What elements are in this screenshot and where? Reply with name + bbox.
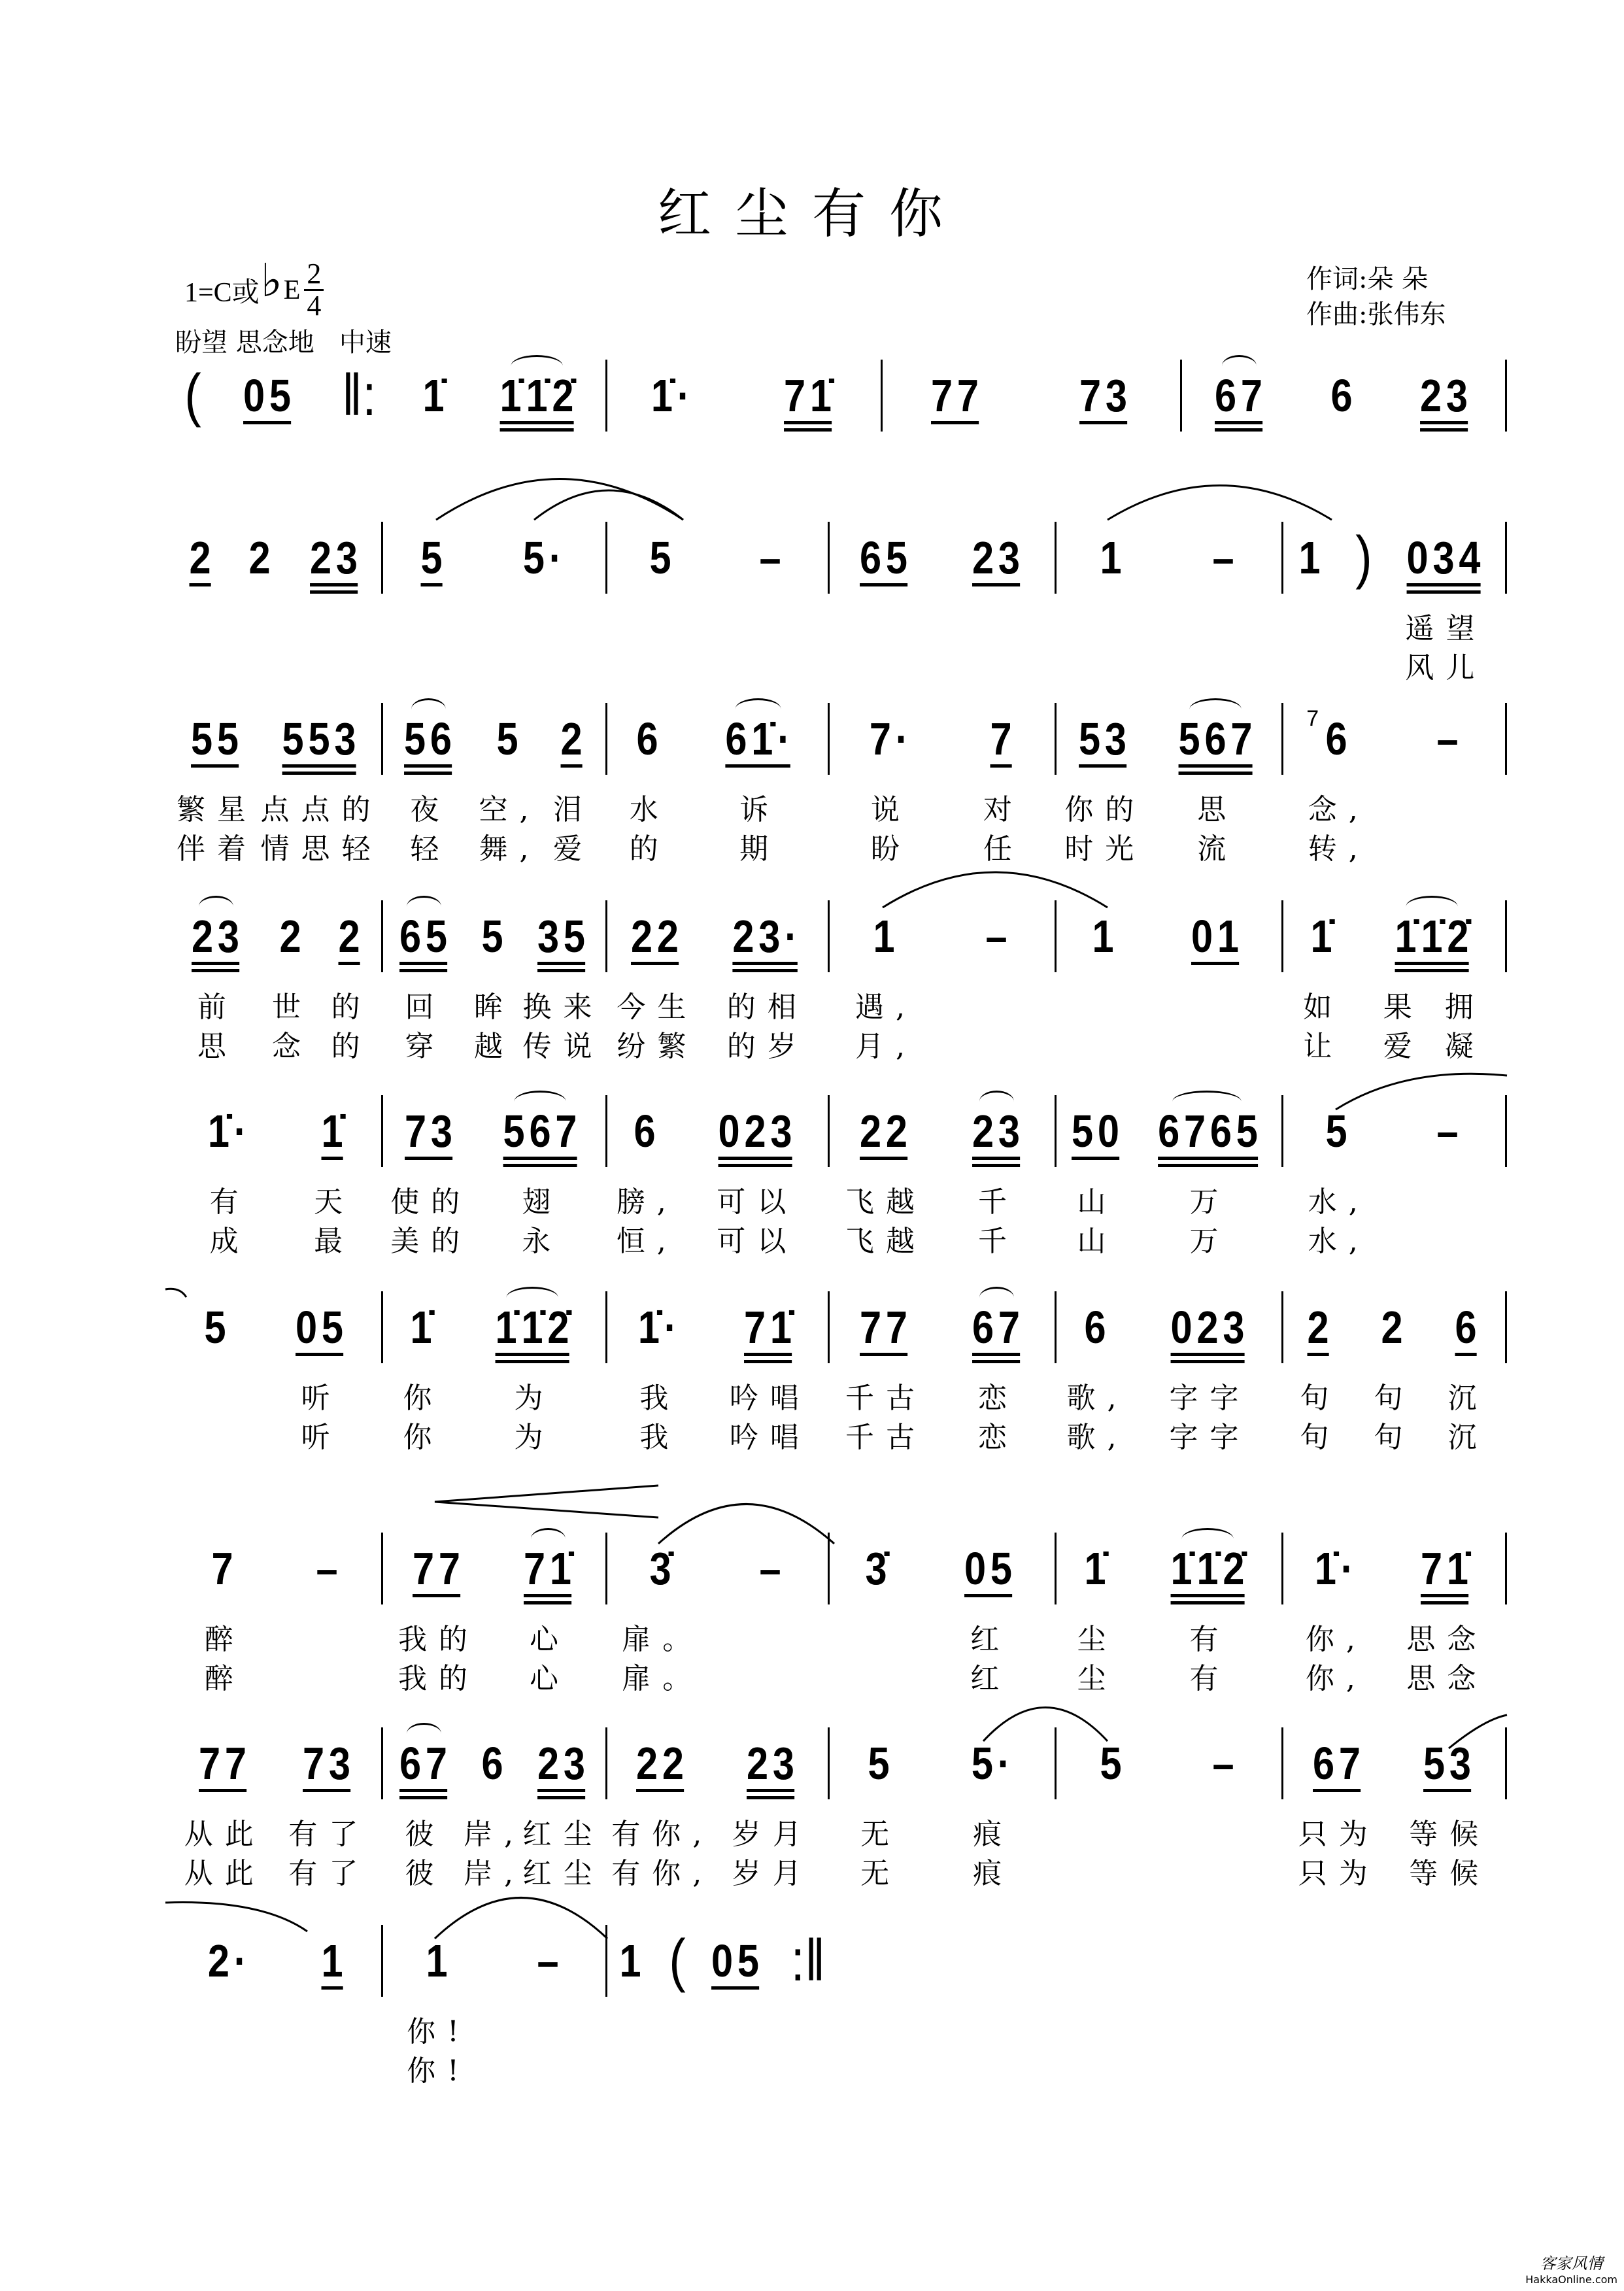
note: 23	[972, 1106, 1024, 1157]
lyric-verse-2: 传说	[522, 1030, 604, 1063]
lyric-verse-2: 最	[314, 1225, 355, 1258]
slur	[436, 479, 683, 520]
note: 61̇·	[724, 713, 795, 764]
lyric-verse-1: 泪	[553, 793, 594, 826]
lyric-verse-1: 你!	[407, 2015, 471, 2048]
lyric-verse-1: 回	[405, 991, 446, 1024]
lyric-verse-1: 恋	[978, 1382, 1019, 1415]
song-title: 红尘有你	[657, 183, 966, 245]
note: 6	[634, 1106, 660, 1157]
lyric-verse-2: 风儿	[1405, 651, 1487, 685]
lyric-verse-1: 句	[1374, 1382, 1415, 1415]
lyric-verse-2: 万	[1189, 1225, 1230, 1258]
lyric-verse-2: 尘	[1077, 1662, 1118, 1695]
lyric-verse-1: 千古	[845, 1382, 926, 1415]
lyric-verse-2: 的	[331, 1030, 372, 1063]
lyric-verse-1: 吟唱	[729, 1382, 811, 1415]
lyric-verse-1: 红尘	[522, 1818, 604, 1851]
lyric-verse-2: 可以	[717, 1225, 798, 1258]
lyric-verse-1: 尘	[1077, 1623, 1118, 1656]
lyric-verse-2: 永	[522, 1225, 563, 1258]
note: 2	[189, 532, 216, 583]
note: 53	[1079, 713, 1132, 764]
note: 23	[746, 1738, 799, 1789]
lyric-verse-2: 你!	[407, 2054, 471, 2088]
lyric-verse-1: 字字	[1169, 1382, 1251, 1415]
slur	[658, 1504, 834, 1544]
lyric-verse-2: 让	[1303, 1030, 1344, 1063]
lyric-verse-1: 点点的	[260, 793, 382, 826]
note: 6	[1455, 1302, 1481, 1353]
note: 5	[481, 911, 507, 962]
lyric-verse-2: 盼	[870, 832, 911, 866]
slur	[883, 872, 1108, 908]
lyric-verse-1: 痕	[973, 1818, 1014, 1851]
lyric-verse-2: 有	[1189, 1662, 1230, 1695]
note: 1	[1092, 911, 1119, 962]
lyric-verse-2: 爱 凝	[1383, 1030, 1485, 1063]
note: 1	[619, 1935, 646, 1986]
tie	[165, 1903, 307, 1931]
note: 65	[860, 532, 912, 583]
note: 1̇·	[638, 1302, 682, 1353]
lyric-verse-2: 沉	[1447, 1421, 1489, 1454]
lyric-verse-1: 果 拥	[1383, 991, 1485, 1024]
lyric-verse-1: 换来	[522, 991, 604, 1024]
note: 1̇·	[208, 1106, 252, 1157]
note: 1̇1̇2̇	[495, 1302, 574, 1353]
note: 05	[243, 370, 296, 421]
lyric-verse-2: 舞,	[479, 832, 541, 866]
lyric-verse-2: 我	[639, 1421, 681, 1454]
lyric-verse-1: 念,	[1308, 793, 1370, 826]
note: 2	[1381, 1302, 1408, 1353]
note: –	[1212, 1738, 1238, 1789]
lyric-verse-1: 万	[1189, 1185, 1230, 1219]
note: 23	[972, 532, 1024, 583]
note: 6765	[1157, 1106, 1262, 1157]
note: 1̇1̇2̇	[1170, 1543, 1249, 1594]
note: –	[1436, 713, 1463, 764]
note: 23	[191, 911, 244, 962]
lyric-verse-2: 穿	[405, 1030, 446, 1063]
lyric-verse-2: 痕	[973, 1857, 1014, 1890]
time-top: 2	[304, 259, 324, 291]
note: 73	[405, 1106, 458, 1157]
note: 77	[860, 1302, 912, 1353]
lyric-verse-2: 成	[209, 1225, 250, 1258]
lyric-verse-1: 我	[639, 1382, 681, 1415]
lyric-verse-1: 你,	[1305, 1623, 1367, 1656]
lyric-verse-2: 醉	[204, 1662, 245, 1695]
note: 01	[1191, 911, 1244, 962]
lyric-verse-1: 有	[209, 1185, 250, 1219]
key-note: E	[283, 275, 301, 305]
note: 23·	[732, 911, 803, 962]
lyric-verse-2: 有你,	[611, 1857, 714, 1890]
lyric-verse-1: 对	[983, 793, 1024, 826]
lyric-verse-1: 如	[1303, 991, 1344, 1024]
lyric-verse-1: 遇,	[855, 991, 917, 1024]
lyric-verse-2: 句	[1300, 1421, 1341, 1454]
lyric-verse-2: 岁月	[732, 1857, 813, 1890]
note: 67	[972, 1302, 1024, 1353]
lyric-verse-1: 醉	[204, 1623, 245, 1656]
lyric-verse-2: 情思轻	[260, 832, 382, 866]
slur	[1108, 486, 1332, 520]
lyric-verse-2: 念	[271, 1030, 313, 1063]
lyric-verse-1: 红	[970, 1623, 1011, 1656]
lyric-verse-1: 思	[1197, 793, 1238, 826]
slur	[534, 490, 683, 520]
barline-symbol: :‖	[790, 1928, 826, 1994]
note: 7	[990, 713, 1017, 764]
note: 034	[1406, 532, 1485, 583]
note: 1̇1̇2̇	[1395, 911, 1474, 962]
lyric-verse-2: 为	[514, 1421, 555, 1454]
grace-note: 7	[1306, 706, 1319, 731]
lyric-verse-1: 的	[331, 991, 372, 1024]
lyric-verse-1: 千	[978, 1185, 1019, 1219]
lyric-verse-2: 从此	[184, 1857, 265, 1890]
note: 67	[399, 1738, 452, 1789]
note: 1	[1100, 532, 1126, 583]
note: 7·	[869, 713, 913, 764]
lyric-verse-2: 纷繁	[617, 1030, 698, 1063]
lyric-verse-1: 水,	[1308, 1185, 1370, 1219]
lyric-verse-1: 世	[271, 991, 313, 1024]
lyric-verse-2: 时光	[1064, 832, 1146, 866]
lyric-verse-1: 说	[870, 793, 911, 826]
lyric-verse-1: 今生	[617, 991, 698, 1024]
lyric-verse-2: 转,	[1308, 832, 1370, 866]
note: 1̇1̇2̇	[499, 370, 578, 421]
lyric-verse-1: 有了	[288, 1818, 370, 1851]
note: 22	[631, 911, 684, 962]
lyric-verse-2: 只为	[1298, 1857, 1379, 1890]
composer: 作曲:张伟东	[1306, 299, 1446, 330]
note: 1	[321, 1935, 348, 1986]
lyric-verse-2: 任	[983, 832, 1024, 866]
note: –	[316, 1543, 343, 1594]
lyric-verse-2: 歌,	[1066, 1421, 1128, 1454]
tie	[165, 1289, 186, 1297]
note: 5	[1100, 1738, 1126, 1789]
lyric-verse-1: 思念	[1406, 1623, 1488, 1656]
lyric-verse-2: 无	[860, 1857, 902, 1890]
note: 56	[404, 713, 457, 764]
note: 55	[191, 713, 243, 764]
lyric-verse-1: 等候	[1409, 1818, 1491, 1851]
lyric-verse-1: 歌,	[1066, 1382, 1128, 1415]
lyric-verse-1: 天	[314, 1185, 355, 1219]
lyric-verse-1: 扉。	[622, 1623, 703, 1656]
lyric-verse-2: 思念	[1406, 1662, 1488, 1695]
note: 6	[1325, 713, 1352, 764]
note: 71̇	[783, 370, 836, 421]
lyric-verse-1: 从此	[184, 1818, 265, 1851]
lyric-verse-2: 山	[1077, 1225, 1118, 1258]
note: 50	[1071, 1106, 1124, 1157]
lyric-verse-1: 句	[1300, 1382, 1341, 1415]
tie	[1449, 1715, 1507, 1748]
note: 567	[503, 1106, 582, 1157]
watermark-cn: 客家风情	[1540, 2254, 1603, 2273]
note: 67	[1312, 1738, 1365, 1789]
note: 5·	[971, 1738, 1015, 1789]
note: –	[759, 1543, 786, 1594]
lyric-verse-2: 伴着	[177, 832, 258, 866]
time-bottom: 4	[307, 290, 322, 322]
note: 77	[930, 370, 983, 421]
lyric-verse-2: 心	[530, 1662, 570, 1695]
lyric-verse-2: 飞越	[845, 1225, 926, 1258]
note: 1̇	[1310, 911, 1337, 962]
note: 1̇	[321, 1106, 348, 1157]
lyric-verse-2: 千古	[845, 1421, 926, 1454]
lyric-verse-1: 有	[1189, 1623, 1230, 1656]
note: 77	[198, 1738, 251, 1789]
note: 2·	[208, 1935, 252, 1986]
note: 65	[399, 911, 452, 962]
lyricist: 作词:朵 朵	[1306, 264, 1429, 294]
note: 71̇	[743, 1302, 796, 1353]
note: 1̇·	[1314, 1543, 1359, 1594]
note: 73	[303, 1738, 356, 1789]
note: 5·	[522, 532, 567, 583]
lyric-verse-2: 彼	[405, 1857, 446, 1890]
lyric-verse-1: 飞越	[845, 1185, 926, 1219]
note: 1̇	[422, 370, 449, 421]
decrescendo-hairpin	[435, 1485, 658, 1518]
barline-symbol: ‖:	[341, 363, 377, 428]
note: 6	[636, 713, 663, 764]
note: 1	[1298, 532, 1325, 583]
lyric-verse-1: 只为	[1298, 1818, 1379, 1851]
lyric-verse-1: 水	[629, 793, 670, 826]
lyric-verse-1: 岸,	[463, 1818, 525, 1851]
note: 22	[636, 1738, 689, 1789]
note: 567	[1178, 713, 1257, 764]
note: 5	[204, 1302, 230, 1353]
lyric-verse-1: 空,	[479, 793, 541, 826]
lyric-verse-1: 岁月	[732, 1818, 813, 1851]
lyric-verse-1: 心	[530, 1623, 570, 1656]
note: 2	[560, 713, 587, 764]
barline-symbol: (	[184, 363, 202, 428]
note: 05	[295, 1302, 348, 1353]
note: 1̇·	[651, 370, 695, 421]
lyric-verse-2: 美的	[390, 1225, 472, 1258]
note: 2	[1307, 1302, 1334, 1353]
lyric-verse-1: 为	[514, 1382, 555, 1415]
lyric-verse-1: 可以	[717, 1185, 798, 1219]
note: 5	[868, 1738, 894, 1789]
lyric-verse-1: 山	[1077, 1185, 1118, 1219]
note: 1	[426, 1935, 452, 1986]
note: 5	[1325, 1106, 1352, 1157]
note: 2	[248, 532, 275, 583]
tempo-marking: 盼望 思念地 中速	[175, 328, 392, 358]
lyric-verse-2: 你,	[1305, 1662, 1367, 1695]
lyric-verse-2: 你	[403, 1421, 444, 1454]
key-prefix: 1=C或	[184, 277, 260, 308]
lyric-verse-1: 有你,	[611, 1818, 714, 1851]
lyric-verse-2: 思	[197, 1030, 238, 1063]
note: 5	[649, 532, 676, 583]
note: –	[759, 532, 786, 583]
lyric-verse-2: 等候	[1409, 1857, 1491, 1890]
lyric-verse-1: 诉	[739, 793, 781, 826]
note: 1	[873, 911, 899, 962]
note: 6	[1084, 1302, 1111, 1353]
note: 1̇	[410, 1302, 437, 1353]
note: 023	[1170, 1302, 1249, 1353]
lyric-verse-1: 你	[403, 1382, 444, 1415]
lyric-verse-2: 句	[1374, 1421, 1415, 1454]
lyric-verse-2: 红尘	[522, 1857, 604, 1890]
lyric-verse-1: 繁星	[177, 793, 258, 826]
note: 3̇	[649, 1543, 676, 1594]
lyric-verse-1: 听	[301, 1382, 342, 1415]
note: 5	[420, 532, 447, 583]
note: 2	[338, 911, 365, 962]
lyric-verse-1: 的相	[726, 991, 808, 1024]
slur	[983, 1708, 1108, 1742]
lyric-verse-2: 爱	[553, 832, 594, 866]
lyric-verse-2: 字字	[1169, 1421, 1251, 1454]
note: 7	[211, 1543, 238, 1594]
note: –	[985, 911, 1011, 962]
lyric-verse-2: 红	[970, 1662, 1011, 1695]
lyric-verse-2: 流	[1197, 832, 1238, 866]
lyric-verse-1: 彼	[405, 1818, 446, 1851]
lyric-verse-2: 轻	[410, 832, 451, 866]
note: 71̇	[524, 1543, 576, 1594]
lyric-verse-2: 千	[978, 1225, 1019, 1258]
note: 67	[1215, 370, 1268, 421]
lyric-verse-1: 你的	[1064, 793, 1146, 826]
lyric-verse-2: 听	[301, 1421, 342, 1454]
lyric-verse-2: 月,	[855, 1030, 917, 1063]
flat-icon: ♭	[260, 256, 282, 307]
lyric-verse-1: 遥望	[1405, 612, 1487, 645]
lyric-verse-2: 扉。	[622, 1662, 703, 1695]
note: –	[537, 1935, 563, 1986]
slur	[435, 1898, 607, 1939]
lyric-verse-2: 越	[473, 1030, 515, 1063]
lyric-verse-1: 翅	[522, 1185, 563, 1219]
note: 553	[282, 713, 361, 764]
note: –	[1436, 1106, 1463, 1157]
lyric-verse-2: 恒,	[616, 1225, 678, 1258]
note: 2	[279, 911, 305, 962]
watermark	[1525, 2250, 1617, 2286]
lyric-verse-1: 膀,	[616, 1185, 678, 1219]
note: 23	[537, 1738, 590, 1789]
watermark-en: HakkaOnline.com	[1525, 2273, 1617, 2286]
note: 53	[1423, 1738, 1476, 1789]
lyric-verse-2: 我的	[398, 1662, 479, 1695]
lyric-verse-1: 无	[860, 1818, 902, 1851]
lyric-verse-1: 夜	[410, 793, 451, 826]
note: 35	[537, 911, 590, 962]
lyric-verse-2: 恋	[978, 1421, 1019, 1454]
lyric-verse-1: 使的	[390, 1185, 472, 1219]
lyric-verse-1: 前	[197, 991, 238, 1024]
note: 77	[413, 1543, 465, 1594]
note: 05	[711, 1935, 764, 1986]
lyric-verse-2: 有了	[288, 1857, 370, 1890]
lyric-verse-2: 吟唱	[729, 1421, 811, 1454]
note: 023	[718, 1106, 797, 1157]
lyric-verse-2: 的岁	[726, 1030, 808, 1063]
lyric-verse-1: 沉	[1447, 1382, 1489, 1415]
note: 73	[1079, 370, 1132, 421]
note: 5	[496, 713, 523, 764]
note: 23	[1419, 370, 1472, 421]
note: 22	[860, 1106, 912, 1157]
note: –	[1212, 532, 1238, 583]
lyric-verse-2: 的	[629, 832, 670, 866]
note: 23	[310, 532, 363, 583]
note: 71̇	[1421, 1543, 1474, 1594]
tie	[1336, 1074, 1507, 1110]
lyric-verse-2: 期	[739, 832, 781, 866]
lyric-verse-2: 岸,	[463, 1857, 525, 1890]
note: 6	[481, 1738, 507, 1789]
note: 05	[964, 1543, 1017, 1594]
lyric-verse-1: 我的	[398, 1623, 479, 1656]
barline-symbol: )	[1355, 525, 1372, 590]
note: 1̇	[1084, 1543, 1111, 1594]
note: 6	[1330, 370, 1357, 421]
lyric-verse-1: 眸	[473, 991, 515, 1024]
barline-symbol: (	[669, 1928, 686, 1994]
lyric-verse-2: 水,	[1308, 1225, 1370, 1258]
note: 3̇	[865, 1543, 892, 1594]
